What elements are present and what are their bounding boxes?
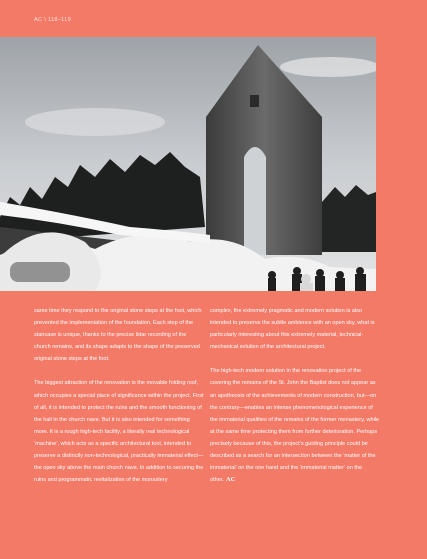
small-window [250,95,259,107]
church-ruins-photo [0,37,376,291]
tree-line-right [322,185,376,252]
header-separator: \ [44,17,48,23]
cloud [280,57,376,77]
text-column-right [210,305,380,486]
snow-arch-dark [10,262,70,282]
running-header [34,17,71,23]
page-range: 118–119 [47,17,71,23]
section-label: AC [34,17,43,23]
end-mark: AC [225,476,236,484]
cloud [25,108,165,136]
text-column-left [34,305,204,486]
paragraph: The biggest attraction of the renovation is the movable folding roof, which occupies a special place of significance within the project. First of all, it is intended to protect the ruins and the smooth functioning of the hall in the church nave. But it is also intended for something more. It is a rough high-tech facility, a literally real technological ‘machine’, which acts as a specific architectural tool, intended to preserve a distinctly non-technological, practically immaterial effect—the open sky above the main church nave. In addition to securing the ruins and programmatic revitalization of the monastery [34,380,204,484]
paragraph-final [210,365,380,486]
paragraph-text: The high-tech modern solution in the renovation project of the covering the remains of the St. John the Baptist does not appear as an apotheosis of the achievements of modern construction, but—on the contrary—enables an intense phenomenological experience of the immaterial qualities of the remains of the former monastery, while at the same time protecting them from further deterioration. Perhaps precisely because of this, the project’s guiding principle could be described as a search for an intersection between the ‘matter of the immaterial’ on the one hand and the ‘immaterial matter’ on the other. [210,368,380,484]
paragraph: complex, the extremely pragmatic and modern solution is also intended to preserve the subtle ambience with an open sky, what is particularly interesting about this extremely material, technical-mechanical solution of the architectural project. [210,308,375,351]
paragraph: same time they respond to the original stone steps at the foot, which prevented the implementation of the foundation. Each step of the staircase is unique, thanks to the precise lidar recording of the church remains, and its shape adapts to the shape of the preserved original stone steps at the foot. [34,308,202,363]
church-window [244,147,266,255]
